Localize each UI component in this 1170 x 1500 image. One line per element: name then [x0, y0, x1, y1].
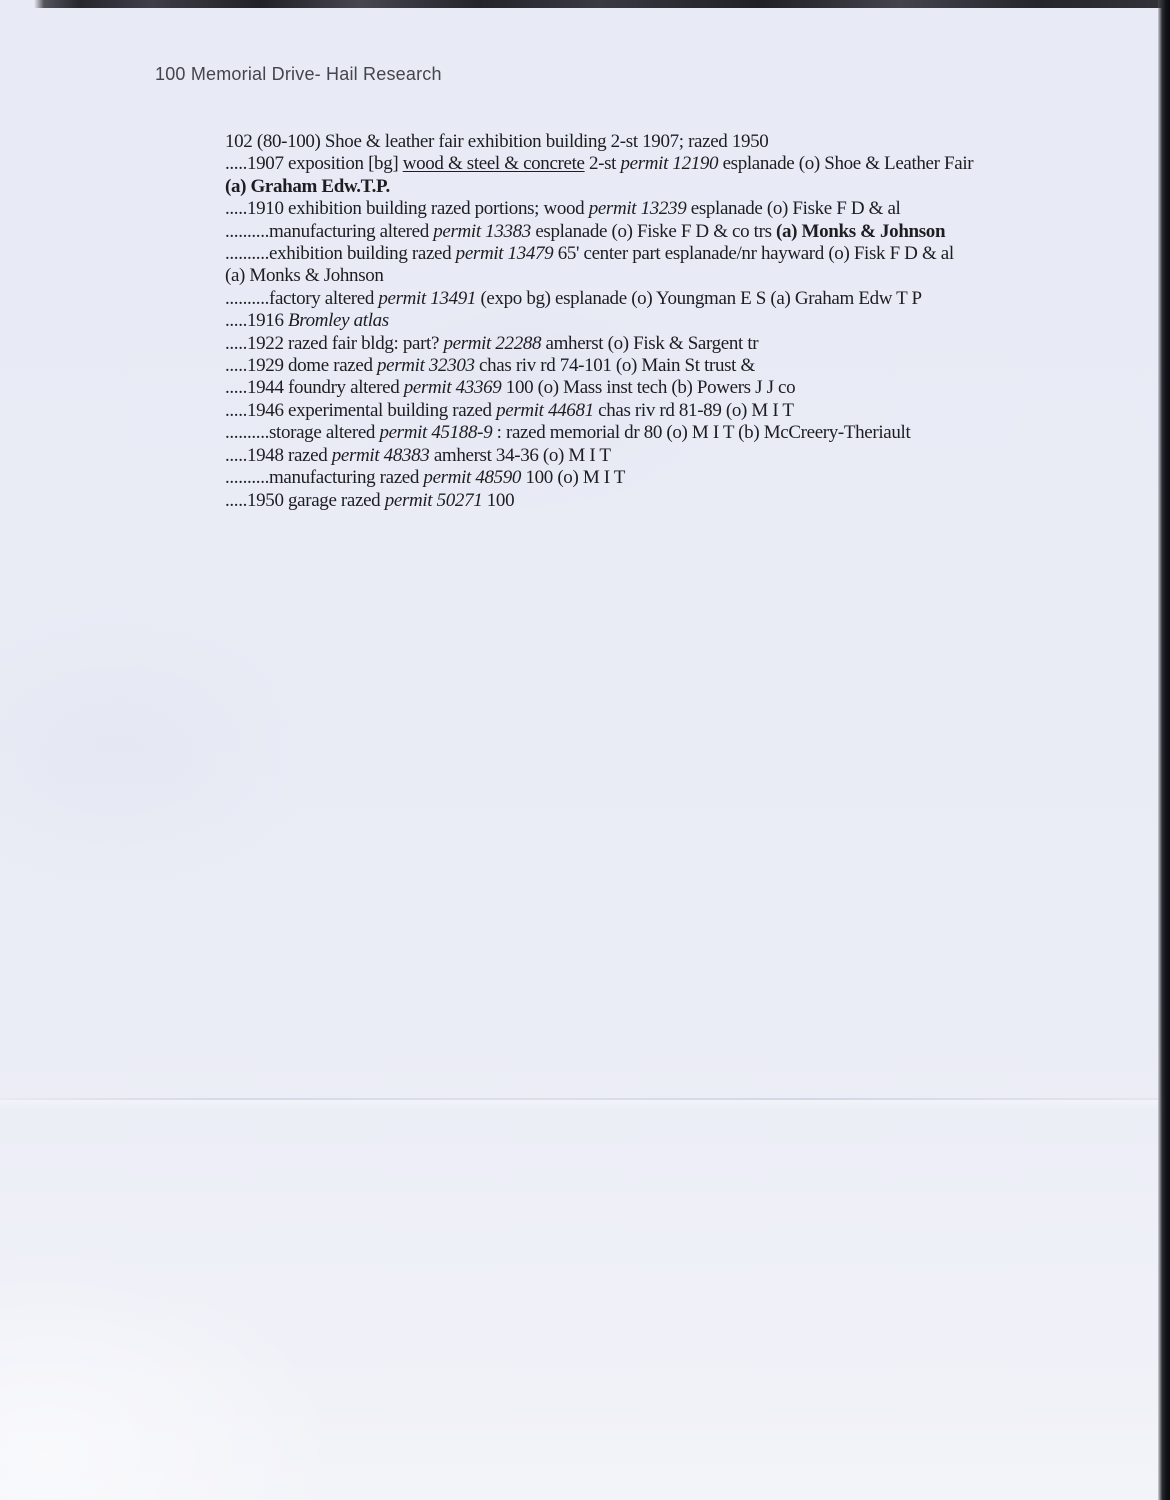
- text-segment: .....1948 razed: [225, 444, 332, 466]
- text-segment: .....1929 dome razed: [225, 355, 377, 377]
- scan-edge-right: [1158, 0, 1170, 1500]
- document-line: [225, 422, 1070, 444]
- document-line: [225, 467, 1070, 489]
- text-segment: (a) Monks & Johnson: [225, 265, 384, 287]
- text-segment-bold: (a) Graham Edw.T.P.: [225, 175, 390, 197]
- text-segment-underline: wood & steel & concrete: [402, 153, 585, 175]
- text-segment: 100 (o) Mass inst tech (b) Powers J J co: [501, 377, 796, 399]
- document-line: [225, 198, 1070, 220]
- scan-edge-top: [0, 0, 1170, 8]
- text-segment-italic: permit 32303: [377, 355, 475, 377]
- document-line: [225, 377, 1070, 399]
- document-line: [225, 490, 1070, 512]
- document-line: [225, 131, 1070, 153]
- text-segment-italic: permit 48590: [423, 467, 522, 489]
- text-segment-italic: permit 48383: [331, 444, 430, 466]
- text-segment: : razed memorial dr 80 (o) M I T (b) McCreery-Theriault: [492, 422, 911, 444]
- text-segment: .....1916: [225, 310, 289, 332]
- text-segment: amherst (o) Fisk & Sargent tr: [541, 332, 759, 354]
- text-segment: esplanade (o) Fiske F D & co trs: [530, 220, 777, 242]
- text-segment-italic: permit 13479: [455, 243, 554, 265]
- text-segment-italic: permit 50271: [384, 489, 483, 511]
- text-segment: ..........storage altered: [225, 422, 380, 444]
- text-segment: 102 (80-100) Shoe & leather fair exhibition building 2-st 1907; razed 1950: [225, 131, 769, 152]
- document-line: [225, 265, 1070, 287]
- document-line: [225, 310, 1070, 332]
- text-segment-italic: permit 44681: [496, 399, 594, 421]
- document-line: [225, 355, 1070, 377]
- document-line: [225, 400, 1070, 422]
- text-segment: .....1950 garage razed: [225, 489, 385, 511]
- text-segment-italic: permit 22288: [443, 332, 542, 354]
- text-segment-bold: (a) Monks & Johnson: [776, 220, 946, 242]
- document-line: [225, 288, 1070, 310]
- text-segment: ..........factory altered: [225, 287, 379, 309]
- text-segment-italic: Bromley atlas: [288, 310, 389, 332]
- text-segment: ..........manufacturing altered: [225, 220, 434, 242]
- document-line: [225, 243, 1070, 265]
- text-segment-italic: permit 12190: [620, 153, 719, 175]
- text-segment-italic: permit 13239: [588, 198, 687, 220]
- document-line: [225, 445, 1070, 467]
- document-line: [225, 333, 1070, 355]
- text-segment: ..........manufacturing razed: [225, 467, 424, 489]
- document-text: [225, 131, 1070, 512]
- document-line: [225, 221, 1070, 243]
- text-segment-italic: permit 43369: [403, 377, 502, 399]
- text-segment: .....1922 razed fair bldg: part?: [225, 332, 444, 354]
- text-segment: .....1944 foundry altered: [225, 377, 404, 399]
- text-segment: 65' center part esplanade/nr hayward (o) Fisk F D & al: [553, 243, 954, 265]
- text-segment: (expo bg) esplanade (o) Youngman E S (a) Graham Edw T P: [476, 287, 922, 309]
- text-segment: .....1907 exposition [bg]: [225, 153, 403, 175]
- document-line: [225, 176, 1070, 198]
- text-segment: esplanade (o) Shoe & Leather Fair: [718, 153, 974, 175]
- text-segment: amherst 34-36 (o) M I T: [429, 444, 611, 466]
- text-segment-italic: permit 13383: [433, 220, 531, 242]
- text-segment: 2-st: [584, 153, 621, 175]
- text-segment-italic: permit 13491: [378, 287, 477, 309]
- text-segment: chas riv rd 81-89 (o) M I T: [593, 399, 794, 421]
- text-segment: .....1946 experimental building razed: [225, 399, 497, 421]
- document-line: [225, 153, 1070, 175]
- page-title: 100 Memorial Drive- Hail Research: [155, 64, 442, 84]
- text-segment: .....1910 exhibition building razed portions; wood: [225, 198, 589, 220]
- text-segment: esplanade (o) Fiske F D & al: [686, 198, 901, 220]
- text-segment: ..........exhibition building razed: [225, 243, 456, 265]
- scan-crease-highlight: [0, 1100, 1158, 1110]
- text-segment: chas riv rd 74-101 (o) Main St trust &: [474, 355, 755, 377]
- text-segment-italic: permit 45188-9: [379, 422, 493, 444]
- text-segment: 100 (o) M I T: [521, 467, 626, 489]
- text-segment: 100: [482, 489, 515, 511]
